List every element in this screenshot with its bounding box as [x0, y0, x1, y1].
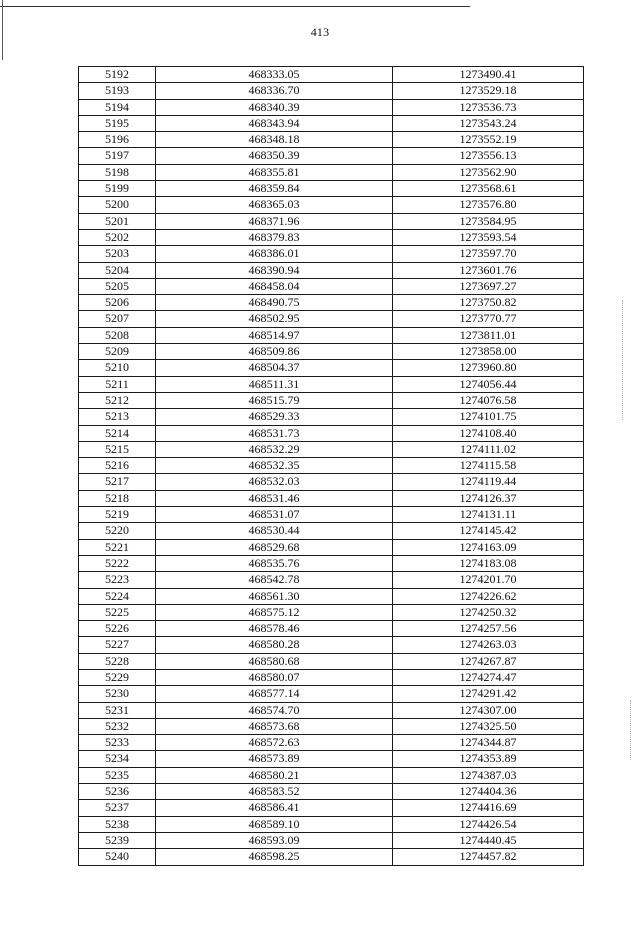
scan-artifact-mark	[622, 300, 623, 420]
table-row	[79, 686, 584, 702]
table-row	[79, 132, 584, 148]
x-coordinate-cell: 468598.25	[156, 849, 393, 865]
point-number-cell: 5224	[79, 588, 156, 604]
y-coordinate-cell: 1273593.54	[393, 229, 584, 245]
table-row	[79, 327, 584, 343]
x-coordinate-cell: 468575.12	[156, 604, 393, 620]
x-coordinate-cell: 468514.97	[156, 327, 393, 343]
point-number-cell: 5239	[79, 832, 156, 848]
x-coordinate-cell: 468379.83	[156, 229, 393, 245]
x-coordinate-cell: 468578.46	[156, 621, 393, 637]
y-coordinate-cell: 1273543.24	[393, 115, 584, 131]
y-coordinate-cell: 1273770.77	[393, 311, 584, 327]
point-number-cell: 5200	[79, 197, 156, 213]
point-number-cell: 5222	[79, 555, 156, 571]
point-number-cell: 5194	[79, 99, 156, 115]
y-coordinate-cell: 1274226.62	[393, 588, 584, 604]
y-coordinate-cell: 1273811.01	[393, 327, 584, 343]
table-row	[79, 572, 584, 588]
x-coordinate-cell: 468336.70	[156, 83, 393, 99]
point-number-cell: 5212	[79, 392, 156, 408]
y-coordinate-cell: 1274201.70	[393, 572, 584, 588]
y-coordinate-cell: 1273562.90	[393, 164, 584, 180]
y-coordinate-cell: 1274163.09	[393, 539, 584, 555]
y-coordinate-cell: 1274353.89	[393, 751, 584, 767]
x-coordinate-cell: 468577.14	[156, 686, 393, 702]
y-coordinate-cell: 1274291.42	[393, 686, 584, 702]
x-coordinate-cell: 468580.68	[156, 653, 393, 669]
y-coordinate-cell: 1274263.03	[393, 637, 584, 653]
table-row	[79, 735, 584, 751]
x-coordinate-cell: 468515.79	[156, 392, 393, 408]
table-row	[79, 702, 584, 718]
point-number-cell: 5201	[79, 213, 156, 229]
y-coordinate-cell: 1273536.73	[393, 99, 584, 115]
point-number-cell: 5208	[79, 327, 156, 343]
point-number-cell: 5205	[79, 278, 156, 294]
point-number-cell: 5214	[79, 425, 156, 441]
table-row	[79, 392, 584, 408]
point-number-cell: 5195	[79, 115, 156, 131]
x-coordinate-cell: 468573.68	[156, 718, 393, 734]
point-number-cell: 5232	[79, 718, 156, 734]
table-row	[79, 197, 584, 213]
x-coordinate-cell: 468535.76	[156, 555, 393, 571]
point-number-cell: 5221	[79, 539, 156, 555]
table-row	[79, 507, 584, 523]
y-coordinate-cell: 1273490.41	[393, 67, 584, 83]
table-row	[79, 490, 584, 506]
x-coordinate-cell: 468504.37	[156, 360, 393, 376]
page-number: 413	[310, 25, 330, 39]
scan-top-edge-line	[0, 6, 470, 7]
point-number-cell: 5207	[79, 311, 156, 327]
y-coordinate-cell: 1274183.08	[393, 555, 584, 571]
x-coordinate-cell: 468583.52	[156, 784, 393, 800]
x-coordinate-cell: 468530.44	[156, 523, 393, 539]
point-number-cell: 5197	[79, 148, 156, 164]
point-number-cell: 5196	[79, 132, 156, 148]
table-row	[79, 181, 584, 197]
x-coordinate-cell: 468593.09	[156, 832, 393, 848]
y-coordinate-cell: 1273529.18	[393, 83, 584, 99]
table-row	[79, 458, 584, 474]
table-row	[79, 604, 584, 620]
y-coordinate-cell: 1274111.02	[393, 441, 584, 457]
point-number-cell: 5210	[79, 360, 156, 376]
y-coordinate-cell: 1274108.40	[393, 425, 584, 441]
point-number-cell: 5204	[79, 262, 156, 278]
point-number-cell: 5228	[79, 653, 156, 669]
x-coordinate-cell: 468589.10	[156, 816, 393, 832]
table-row	[79, 441, 584, 457]
table-row	[79, 344, 584, 360]
table-row	[79, 539, 584, 555]
y-coordinate-cell: 1274426.54	[393, 816, 584, 832]
y-coordinate-cell: 1273576.80	[393, 197, 584, 213]
point-number-cell: 5229	[79, 669, 156, 685]
x-coordinate-cell: 468359.84	[156, 181, 393, 197]
y-coordinate-cell: 1274250.32	[393, 604, 584, 620]
table-row	[79, 637, 584, 653]
x-coordinate-cell: 468333.05	[156, 67, 393, 83]
y-coordinate-cell: 1274101.75	[393, 409, 584, 425]
y-coordinate-cell: 1273858.00	[393, 344, 584, 360]
x-coordinate-cell: 468343.94	[156, 115, 393, 131]
table-row	[79, 115, 584, 131]
point-number-cell: 5231	[79, 702, 156, 718]
y-coordinate-cell: 1274119.44	[393, 474, 584, 490]
y-coordinate-cell: 1273584.95	[393, 213, 584, 229]
x-coordinate-cell: 468490.75	[156, 295, 393, 311]
table-row	[79, 767, 584, 783]
x-coordinate-cell: 468580.28	[156, 637, 393, 653]
table-row	[79, 784, 584, 800]
point-number-cell: 5213	[79, 409, 156, 425]
y-coordinate-cell: 1273960.80	[393, 360, 584, 376]
table-row	[79, 555, 584, 571]
point-number-cell: 5225	[79, 604, 156, 620]
point-number-cell: 5215	[79, 441, 156, 457]
point-number-cell: 5236	[79, 784, 156, 800]
x-coordinate-cell: 468348.18	[156, 132, 393, 148]
y-coordinate-cell: 1273597.70	[393, 246, 584, 262]
table-row	[79, 621, 584, 637]
table-row	[79, 229, 584, 245]
table-row	[79, 474, 584, 490]
y-coordinate-cell: 1274056.44	[393, 376, 584, 392]
table-row	[79, 164, 584, 180]
y-coordinate-cell: 1274257.56	[393, 621, 584, 637]
table-row	[79, 213, 584, 229]
y-coordinate-cell: 1273750.82	[393, 295, 584, 311]
point-number-cell: 5216	[79, 458, 156, 474]
point-number-cell: 5202	[79, 229, 156, 245]
point-number-cell: 5227	[79, 637, 156, 653]
y-coordinate-cell: 1273697.27	[393, 278, 584, 294]
x-coordinate-cell: 468532.29	[156, 441, 393, 457]
point-number-cell: 5209	[79, 344, 156, 360]
table-row	[79, 832, 584, 848]
point-number-cell: 5220	[79, 523, 156, 539]
x-coordinate-cell: 468458.04	[156, 278, 393, 294]
x-coordinate-cell: 468509.86	[156, 344, 393, 360]
table-row	[79, 262, 584, 278]
point-number-cell: 5240	[79, 849, 156, 865]
y-coordinate-cell: 1273552.19	[393, 132, 584, 148]
point-number-cell: 5198	[79, 164, 156, 180]
y-coordinate-cell: 1274274.47	[393, 669, 584, 685]
y-coordinate-cell: 1274416.69	[393, 800, 584, 816]
table-row	[79, 148, 584, 164]
x-coordinate-cell: 468502.95	[156, 311, 393, 327]
y-coordinate-cell: 1273601.76	[393, 262, 584, 278]
x-coordinate-cell: 468531.73	[156, 425, 393, 441]
point-number-cell: 5211	[79, 376, 156, 392]
x-coordinate-cell: 468355.81	[156, 164, 393, 180]
point-number-cell: 5223	[79, 572, 156, 588]
table-row	[79, 67, 584, 83]
point-number-cell: 5206	[79, 295, 156, 311]
y-coordinate-cell: 1274267.87	[393, 653, 584, 669]
table-row	[79, 523, 584, 539]
y-coordinate-cell: 1273568.61	[393, 181, 584, 197]
table-row	[79, 83, 584, 99]
point-number-cell: 5217	[79, 474, 156, 490]
table-row	[79, 246, 584, 262]
point-number-cell: 5218	[79, 490, 156, 506]
x-coordinate-cell: 468511.31	[156, 376, 393, 392]
x-coordinate-cell: 468531.07	[156, 507, 393, 523]
y-coordinate-cell: 1274076.58	[393, 392, 584, 408]
table-row	[79, 849, 584, 865]
x-coordinate-cell: 468371.96	[156, 213, 393, 229]
table-row	[79, 653, 584, 669]
point-number-cell: 5199	[79, 181, 156, 197]
x-coordinate-cell: 468586.41	[156, 800, 393, 816]
y-coordinate-cell: 1274457.82	[393, 849, 584, 865]
table-row	[79, 816, 584, 832]
point-number-cell: 5193	[79, 83, 156, 99]
table-row	[79, 376, 584, 392]
x-coordinate-cell: 468574.70	[156, 702, 393, 718]
x-coordinate-cell: 468350.39	[156, 148, 393, 164]
x-coordinate-cell: 468580.21	[156, 767, 393, 783]
point-number-cell: 5192	[79, 67, 156, 83]
y-coordinate-cell: 1274307.00	[393, 702, 584, 718]
x-coordinate-cell: 468531.46	[156, 490, 393, 506]
y-coordinate-cell: 1274131.11	[393, 507, 584, 523]
x-coordinate-cell: 468572.63	[156, 735, 393, 751]
x-coordinate-cell: 468532.35	[156, 458, 393, 474]
table-row	[79, 718, 584, 734]
table-row	[79, 311, 584, 327]
x-coordinate-cell: 468386.01	[156, 246, 393, 262]
table-row	[79, 588, 584, 604]
x-coordinate-cell: 468529.68	[156, 539, 393, 555]
point-number-cell: 5233	[79, 735, 156, 751]
table-row	[79, 99, 584, 115]
x-coordinate-cell: 468542.78	[156, 572, 393, 588]
x-coordinate-cell: 468532.03	[156, 474, 393, 490]
x-coordinate-cell: 468365.03	[156, 197, 393, 213]
y-coordinate-cell: 1273556.13	[393, 148, 584, 164]
point-number-cell: 5238	[79, 816, 156, 832]
y-coordinate-cell: 1274404.36	[393, 784, 584, 800]
point-number-cell: 5234	[79, 751, 156, 767]
x-coordinate-cell: 468340.39	[156, 99, 393, 115]
point-number-cell: 5235	[79, 767, 156, 783]
y-coordinate-cell: 1274344.87	[393, 735, 584, 751]
point-number-cell: 5219	[79, 507, 156, 523]
point-number-cell: 5230	[79, 686, 156, 702]
table-row	[79, 295, 584, 311]
x-coordinate-cell: 468580.07	[156, 669, 393, 685]
table-row	[79, 425, 584, 441]
table-row	[79, 409, 584, 425]
y-coordinate-cell: 1274126.37	[393, 490, 584, 506]
coordinates-table	[78, 66, 584, 866]
y-coordinate-cell: 1274145.42	[393, 523, 584, 539]
table-row	[79, 669, 584, 685]
point-number-cell: 5226	[79, 621, 156, 637]
y-coordinate-cell: 1274387.03	[393, 767, 584, 783]
y-coordinate-cell: 1274325.50	[393, 718, 584, 734]
point-number-cell: 5237	[79, 800, 156, 816]
x-coordinate-cell: 468573.89	[156, 751, 393, 767]
point-number-cell: 5203	[79, 246, 156, 262]
y-coordinate-cell: 1274440.45	[393, 832, 584, 848]
table-body	[79, 67, 584, 866]
table-row	[79, 278, 584, 294]
x-coordinate-cell: 468390.94	[156, 262, 393, 278]
table-row	[79, 751, 584, 767]
table-row	[79, 360, 584, 376]
scan-artifact-mark	[630, 700, 631, 760]
x-coordinate-cell: 468529.33	[156, 409, 393, 425]
x-coordinate-cell: 468561.30	[156, 588, 393, 604]
table-row	[79, 800, 584, 816]
y-coordinate-cell: 1274115.58	[393, 458, 584, 474]
